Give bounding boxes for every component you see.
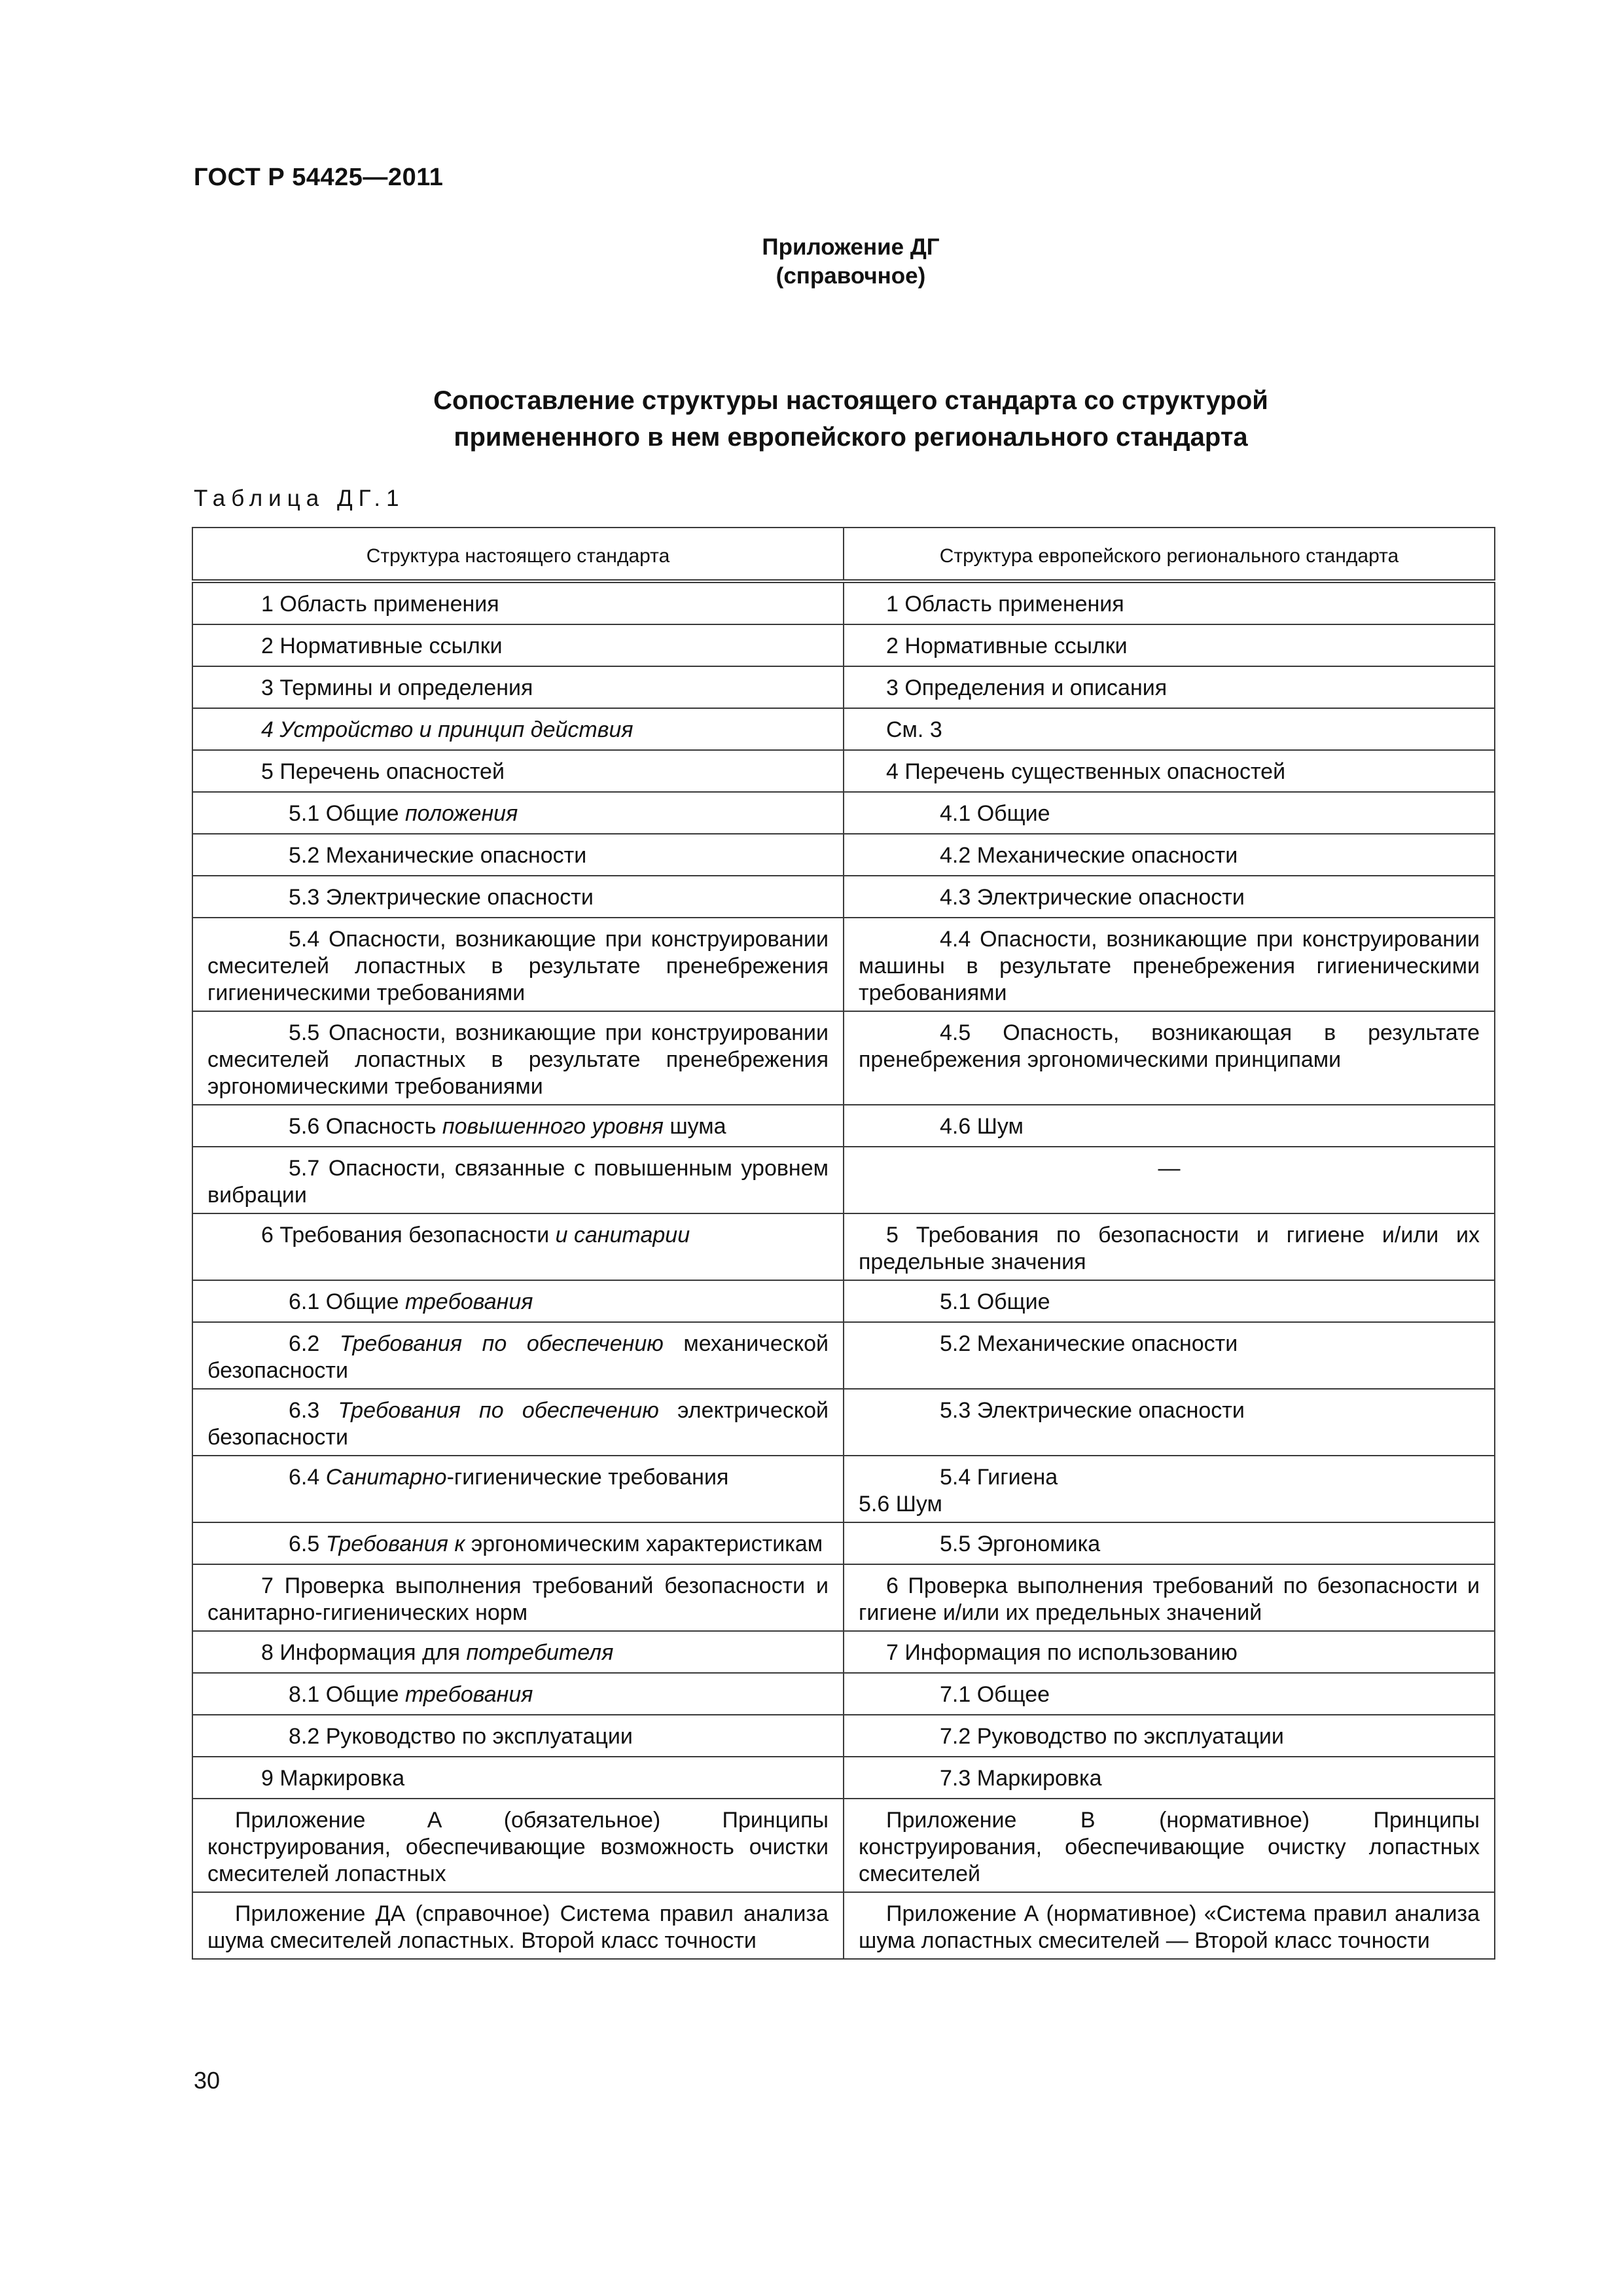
table-cell-european-standard xyxy=(844,1105,1495,1147)
cell-text: 1 Область применения xyxy=(261,592,499,617)
table-cell-this-standard xyxy=(192,1011,844,1105)
cell-text: 4.3 Электрические опасности xyxy=(940,885,1245,910)
cell-text: 5.6 Опасность xyxy=(289,1114,442,1139)
cell-text: 2 Нормативные ссылки xyxy=(886,634,1128,658)
table-cell-european-standard xyxy=(844,1147,1495,1213)
table-cell-european-standard xyxy=(844,834,1495,876)
table-cell-european-standard xyxy=(844,1280,1495,1322)
cell-text: и санитарии xyxy=(555,1223,690,1247)
cell-text: 3 Определения и описания xyxy=(886,675,1168,700)
cell-text: 7 Проверка выполнения требований безопасности и санитарно-гигиенических норм xyxy=(207,1573,829,1625)
cell-text: 4.4 Опасности, возникающие при конструировании машины в результате пренебрежения гигиеническими требованиями xyxy=(859,927,1480,1005)
cell-text: 9 Маркировка xyxy=(261,1766,405,1791)
table-cell-this-standard xyxy=(192,666,844,708)
page-title-line-1: Сопоставление структуры настоящего стандарта со структурой xyxy=(433,386,1268,415)
table-cell-this-standard xyxy=(192,1715,844,1757)
cell-text: 7.3 Маркировка xyxy=(940,1766,1102,1791)
cell-text: 3 Термины и определения xyxy=(261,675,533,700)
table-row xyxy=(192,624,1495,666)
table-cell-european-standard xyxy=(844,1631,1495,1673)
cell-text: положения xyxy=(404,801,518,826)
table-cell-this-standard xyxy=(192,792,844,834)
cell-text: См. 3 xyxy=(886,717,942,742)
cell-text: 6.3 xyxy=(289,1398,338,1423)
cell-text: шума xyxy=(663,1114,726,1139)
cell-text: 7.1 Общее xyxy=(940,1682,1050,1707)
table-row xyxy=(192,1892,1495,1959)
table-cell-this-standard xyxy=(192,1389,844,1456)
table-cell-european-standard xyxy=(844,1011,1495,1105)
table-cell-european-standard xyxy=(844,1322,1495,1389)
table-row xyxy=(192,666,1495,708)
cell-text: 6.5 xyxy=(289,1532,326,1556)
cell-text: 4 Устройство и принцип действия xyxy=(261,717,633,742)
table-row xyxy=(192,1322,1495,1389)
table-cell-this-standard xyxy=(192,1522,844,1564)
cell-text: требования xyxy=(404,1289,533,1314)
cell-text: 5.3 Электрические опасности xyxy=(289,885,594,910)
table-cell-this-standard xyxy=(192,918,844,1011)
document-code: ГОСТ Р 54425—2011 xyxy=(194,164,444,191)
table-cell-european-standard xyxy=(844,1799,1495,1892)
table-cell-this-standard xyxy=(192,750,844,792)
table-cell-this-standard xyxy=(192,1147,844,1213)
cell-text: 6 Проверка выполнения требований по безопасности и гигиене и/или их предельных значений xyxy=(859,1573,1480,1625)
cell-text: повышенного уровня xyxy=(442,1114,664,1139)
cell-text: 5.4 Гигиена xyxy=(940,1465,1058,1490)
table-cell-this-standard xyxy=(192,834,844,876)
annex-kind: (справочное) xyxy=(776,263,926,289)
cell-text: 8.2 Руководство по эксплуатации xyxy=(289,1724,633,1749)
cell-text: 7.2 Руководство по эксплуатации xyxy=(940,1724,1284,1749)
cell-text: механической безопасности xyxy=(207,1331,829,1383)
table-cell-this-standard xyxy=(192,1322,844,1389)
cell-text: 6 Требования безопасности xyxy=(261,1223,556,1247)
cell-text: 5.3 Электрические опасности xyxy=(940,1398,1245,1423)
cell-text: 6.2 xyxy=(289,1331,340,1356)
table-row xyxy=(192,750,1495,792)
table-row xyxy=(192,1564,1495,1631)
cell-text: -гигиенические требования xyxy=(446,1465,729,1490)
table-cell-european-standard xyxy=(844,1522,1495,1564)
table-body xyxy=(192,581,1495,1959)
table-row xyxy=(192,708,1495,750)
table-cell-european-standard xyxy=(844,581,1495,624)
table-cell-this-standard xyxy=(192,876,844,918)
cell-text: — xyxy=(1158,1156,1181,1181)
cell-text: 5.1 Общие xyxy=(940,1289,1050,1314)
table-cell-european-standard xyxy=(844,624,1495,666)
table-cell-european-standard xyxy=(844,666,1495,708)
cell-text: 5 Перечень опасностей xyxy=(261,759,505,784)
cell-text: 5.2 Механические опасности xyxy=(289,843,587,868)
cell-text: требования xyxy=(404,1682,533,1707)
cell-text: 5.2 Механические опасности xyxy=(940,1331,1238,1356)
table-cell-this-standard xyxy=(192,1673,844,1715)
cell-text: 4 Перечень существенных опасностей xyxy=(886,759,1286,784)
table-cell-european-standard xyxy=(844,918,1495,1011)
cell-text: 5.1 Общие xyxy=(289,801,405,826)
table-cell-this-standard xyxy=(192,708,844,750)
cell-text: 5.6 Шум xyxy=(859,1492,942,1516)
cell-text: Приложение В (нормативное) Принципы конструирования, обеспечивающие очистку лопастных смесителей xyxy=(859,1808,1480,1886)
cell-text: 8.1 Общие xyxy=(289,1682,405,1707)
table-cell-this-standard xyxy=(192,1631,844,1673)
table-cell-this-standard xyxy=(192,1105,844,1147)
page-title-line-2: примененного в нем европейского регионального стандарта xyxy=(454,423,1248,452)
table-row xyxy=(192,1757,1495,1799)
table-header-row xyxy=(192,528,1495,581)
table-cell-european-standard xyxy=(844,708,1495,750)
table-cell-this-standard xyxy=(192,1456,844,1522)
table-cell-european-standard xyxy=(844,1213,1495,1280)
comparison-table xyxy=(192,527,1495,1960)
table-cell-european-standard xyxy=(844,1757,1495,1799)
table-cell-european-standard xyxy=(844,750,1495,792)
table-cell-european-standard xyxy=(844,792,1495,834)
table-row xyxy=(192,1522,1495,1564)
cell-text: 5.7 Опасности, связанные с повышенным уровнем вибрации xyxy=(207,1156,829,1208)
cell-text: Приложение А (нормативное) «Система правил анализа шума лопастных смесителей — Второй класс точности xyxy=(859,1901,1480,1953)
table-row xyxy=(192,1389,1495,1456)
table-cell-european-standard xyxy=(844,1564,1495,1631)
table-cell-european-standard xyxy=(844,1456,1495,1522)
table-cell-european-standard xyxy=(844,1389,1495,1456)
table-cell-this-standard xyxy=(192,581,844,624)
cell-text: 6.1 Общие xyxy=(289,1289,405,1314)
cell-text: 5 Требования по безопасности и гигиене и/или их предельные значения xyxy=(859,1223,1480,1274)
cell-text: 4.6 Шум xyxy=(940,1114,1024,1139)
cell-text: 8 Информация для xyxy=(261,1640,467,1665)
cell-text: Приложение ДА (справочное) Система правил анализа шума смесителей лопастных. Второй класс точности xyxy=(207,1901,829,1953)
cell-text: 5.4 Опасности, возникающие при конструировании смесителей лопастных в результате пренебрежения гигиеническими требованиями xyxy=(207,927,829,1005)
cell-text: 7 Информация по использованию xyxy=(886,1640,1238,1665)
cell-text: электрической безопасности xyxy=(207,1398,829,1450)
table-row xyxy=(192,792,1495,834)
cell-text: Требования по обеспечению xyxy=(339,1331,664,1356)
table-row xyxy=(192,581,1495,624)
table-row xyxy=(192,1631,1495,1673)
cell-text: 6.4 xyxy=(289,1465,326,1490)
cell-text: 1 Область применения xyxy=(886,592,1124,617)
table-cell-this-standard xyxy=(192,1892,844,1959)
table-row xyxy=(192,1105,1495,1147)
cell-text: 2 Нормативные ссылки xyxy=(261,634,503,658)
table-row xyxy=(192,1213,1495,1280)
cell-text: Санитарно xyxy=(325,1465,447,1490)
table-cell-this-standard xyxy=(192,1799,844,1892)
table-cell-european-standard xyxy=(844,1892,1495,1959)
table-cell-european-standard xyxy=(844,1673,1495,1715)
cell-text: Требования к xyxy=(325,1532,465,1556)
table-row xyxy=(192,1715,1495,1757)
table-label: Таблица ДГ.1 xyxy=(194,486,405,511)
annex-title: Приложение ДГ xyxy=(762,234,940,260)
column-header-this-standard: Структура настоящего стандарта xyxy=(192,528,844,581)
table-row xyxy=(192,1147,1495,1213)
table-row xyxy=(192,1456,1495,1522)
table-row xyxy=(192,876,1495,918)
cell-text: Требования по обеспечению xyxy=(338,1398,659,1423)
table-row xyxy=(192,1280,1495,1322)
cell-text: потребителя xyxy=(466,1640,614,1665)
column-header-european-standard: Структура европейского регионального стандарта xyxy=(844,528,1495,581)
table-cell-european-standard xyxy=(844,1715,1495,1757)
table-row xyxy=(192,1673,1495,1715)
table-cell-this-standard xyxy=(192,1280,844,1322)
cell-text: 4.1 Общие xyxy=(940,801,1050,826)
cell-text: 4.2 Механические опасности xyxy=(940,843,1238,868)
table-row xyxy=(192,918,1495,1011)
table-row xyxy=(192,1011,1495,1105)
cell-text: Приложение А (обязательное) Принципы конструирования, обеспечивающие возможность очистки смесителей лопастных xyxy=(207,1808,829,1886)
cell-text: 5.5 Опасности, возникающие при конструировании смесителей лопастных в результате пренебрежения эргономическими требованиями xyxy=(207,1020,829,1099)
cell-text: 4.5 Опасность, возникающая в результате пренебрежения эргономическими принципами xyxy=(859,1020,1480,1072)
table-row xyxy=(192,1799,1495,1892)
table-cell-this-standard xyxy=(192,1213,844,1280)
cell-text: 5.5 Эргономика xyxy=(940,1532,1101,1556)
cell-text: эргономическим характеристикам xyxy=(465,1532,823,1556)
page-number: 30 xyxy=(194,2067,221,2094)
table-cell-this-standard xyxy=(192,624,844,666)
table-row xyxy=(192,834,1495,876)
table-cell-this-standard xyxy=(192,1757,844,1799)
table-cell-european-standard xyxy=(844,876,1495,918)
table-cell-this-standard xyxy=(192,1564,844,1631)
